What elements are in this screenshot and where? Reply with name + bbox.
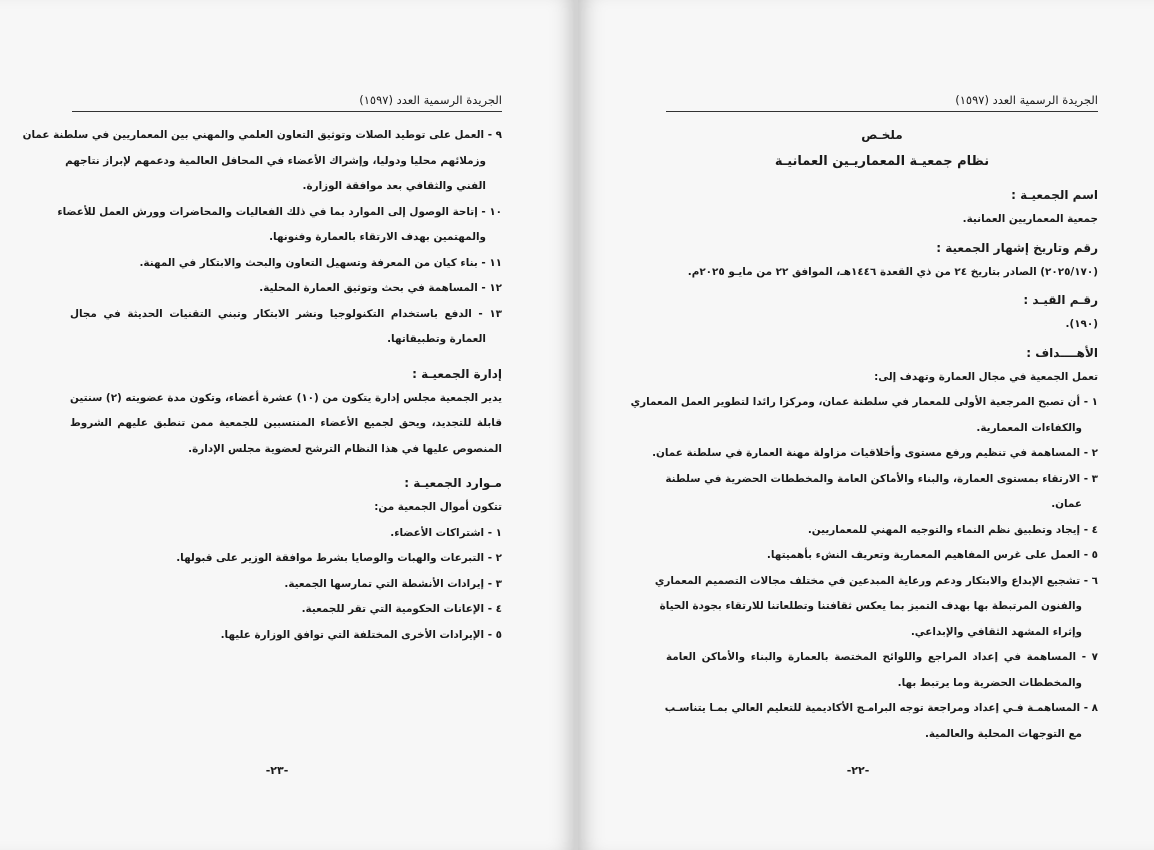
goal-item-5: ٥ - العمل على غرس المفاهيم المعمارية وتعريف النشء بأهميتها. (766, 549, 1098, 561)
right-page-content (630, 123, 1098, 747)
goal-item-12: ١٢ - المساهمة في بحث وتوثيق العمارة المحلية. (259, 282, 502, 294)
management-line-3: المنصوص عليها في هذا النظام الترشح لعضوية مجلس الإدارة. (188, 442, 502, 455)
goal-item-6-line-3: وإثراء المشهد الثقافي والإبداعي. (910, 625, 1082, 638)
goal-item-6-line-2: والفنون المرتبطة بها بهدف التميز بما يعكس ثقافتنا وتطلعاتنا للارتقاء بجودة الحياة (659, 600, 1082, 612)
goal-item-3-line-2: عمان. (1051, 498, 1082, 510)
running-header: الجريدة الرسمية العدد (١٥٩٧) (72, 93, 502, 112)
record-value: (١٩٠). (1065, 318, 1098, 330)
goal-item-6-line-1: ٦ - تشجيع الإبداع والابتكار ودعم ورعاية المبدعين في مختلف مجالات التصميم المعماري (654, 574, 1098, 587)
goal-item-2: ٢ - المساهمة في تنظيم ورفع مستوى وأخلاقيات مزاولة مهنة العمارة في سلطنة عمان. (652, 447, 1098, 459)
goal-item-8-line-2: مع التوجهات المحلية والعالمية. (924, 727, 1082, 740)
left-page-content (22, 123, 502, 648)
goal-item-8-line-1: ٨ - المساهمـة فـي إعداد ومراجعة توجه البرامـج الأكاديمية للتعليم العالي بمـا يتناسـب (664, 702, 1098, 714)
resource-item-5: ٥ - الإيرادات الأخرى المختلفة التي توافق الوزارة عليها. (220, 628, 502, 641)
goal-item-1-line-1: ١ - أن تصبح المرجعية الأولى للمعمار في سلطنة عمان، ومركزا رائدا لتطوير العمل المعماري (630, 396, 1098, 408)
resources-heading: مـوارد الجمعيـة : (404, 476, 502, 490)
resource-item-1: ١ - اشتراكات الأعضاء. (390, 526, 502, 539)
goal-item-13-line-2: العمارة وتطبيقاتها. (387, 333, 486, 345)
goal-item-9-line-3: الفني والثقافي بعد موافقة الوزارة. (302, 180, 486, 192)
goal-item-7-line-1: ٧ - المساهمة في إعداد المراجع واللوائح المختصة بالعمارة والبناء والأماكن العامة (666, 651, 1098, 663)
document-title: نظام جمعيـة المعماريـين العمانيـة (774, 153, 990, 169)
name-heading: اسم الجمعيـة : (1011, 188, 1098, 202)
goal-item-3-line-1: ٣ - الارتقاء بمستوى العمارة، والبناء والأماكن العامة والمخططات الحضرية في سلطنة (665, 472, 1098, 485)
record-heading: رقـم القيـد : (1023, 293, 1098, 307)
goal-item-7-line-2: والمخططات الحضرية وما يرتبط بها. (897, 676, 1082, 689)
page-number: -٢٣- (265, 764, 289, 777)
registration-heading: رقم وتاريخ إشهار الجمعية : (936, 240, 1098, 255)
right-page (578, 0, 1154, 850)
goal-item-9-line-2: وزملائهم محليا ودوليا، وإشراك الأعضاء في المحافل العالمية ودعمهم لإبراز نتاجهم (65, 154, 486, 167)
resource-item-3: ٣ - إيرادات الأنشطة التي تمارسها الجمعية. (284, 577, 502, 590)
goal-item-11: ١١ - بناء كيان من المعرفة وتسهيل التعاون والبحث والابتكار في المهنة. (139, 256, 502, 269)
resource-item-4: ٤ - الإعانات الحكومية التي تقر للجمعية. (301, 603, 502, 615)
summary-title: ملخـص (861, 128, 903, 142)
goal-item-10-line-1: ١٠ - إتاحة الوصول إلى الموارد بما في ذلك الفعاليات والمحاضرات وورش العمل للأعضاء (57, 205, 502, 218)
registration-value: (٢٠٢٥/١٧٠) الصادر بتاريخ ٢٤ من ذي القعدة ١٤٤٦هـ، الموافق ٢٢ من مايـو ٢٠٢٥م. (687, 265, 1098, 278)
goal-item-9-line-1: ٩ - العمل على توطيد الصلات وتوثيق التعاون العلمي والمهني بين المعماريين في سلطنة عمان (22, 129, 502, 141)
name-value: جمعية المعماريين العمانية. (962, 213, 1098, 225)
goal-item-4: ٤ - إيجاد وتطبيق نظم النماء والتوجيه المهني للمعماريين. (807, 523, 1098, 536)
goal-item-13-line-1: ١٣ - الدفع باستخدام التكنولوجيا ونشر الابتكار وتبني التقنيات الحديثة في مجال (70, 307, 502, 320)
goal-item-1-line-2: والكفاءات المعمارية. (976, 421, 1082, 434)
management-heading: إدارة الجمعيـة : (412, 366, 502, 381)
running-header: الجريدة الرسمية العدد (١٥٩٧) (666, 93, 1098, 112)
resource-item-2: ٢ - التبرعات والهبات والوصايا بشرط موافقة الوزير على قبولها. (176, 552, 502, 564)
left-page (0, 0, 576, 850)
goals-heading: الأهــــداف : (1026, 345, 1098, 360)
management-line-2: قابلة للتجديد، ويحق لجميع الأعضاء المنتسبين للجمعية ممن تنطبق عليهم الشروط (70, 417, 502, 429)
goals-intro: تعمل الجمعية في مجال العمارة وتهدف إلى: (874, 370, 1098, 383)
management-line-1: يدير الجمعية مجلس إدارة يتكون من (١٠) عشرة أعضاء، وتكون مدة عضويته (٢) سنتين (70, 391, 502, 404)
goal-item-10-line-2: والمهتمين بهدف الارتقاء بالعمارة وفنونها. (269, 231, 486, 243)
page-number: -٢٢- (846, 764, 870, 777)
resources-intro: تتكون أموال الجمعية من: (374, 501, 502, 513)
